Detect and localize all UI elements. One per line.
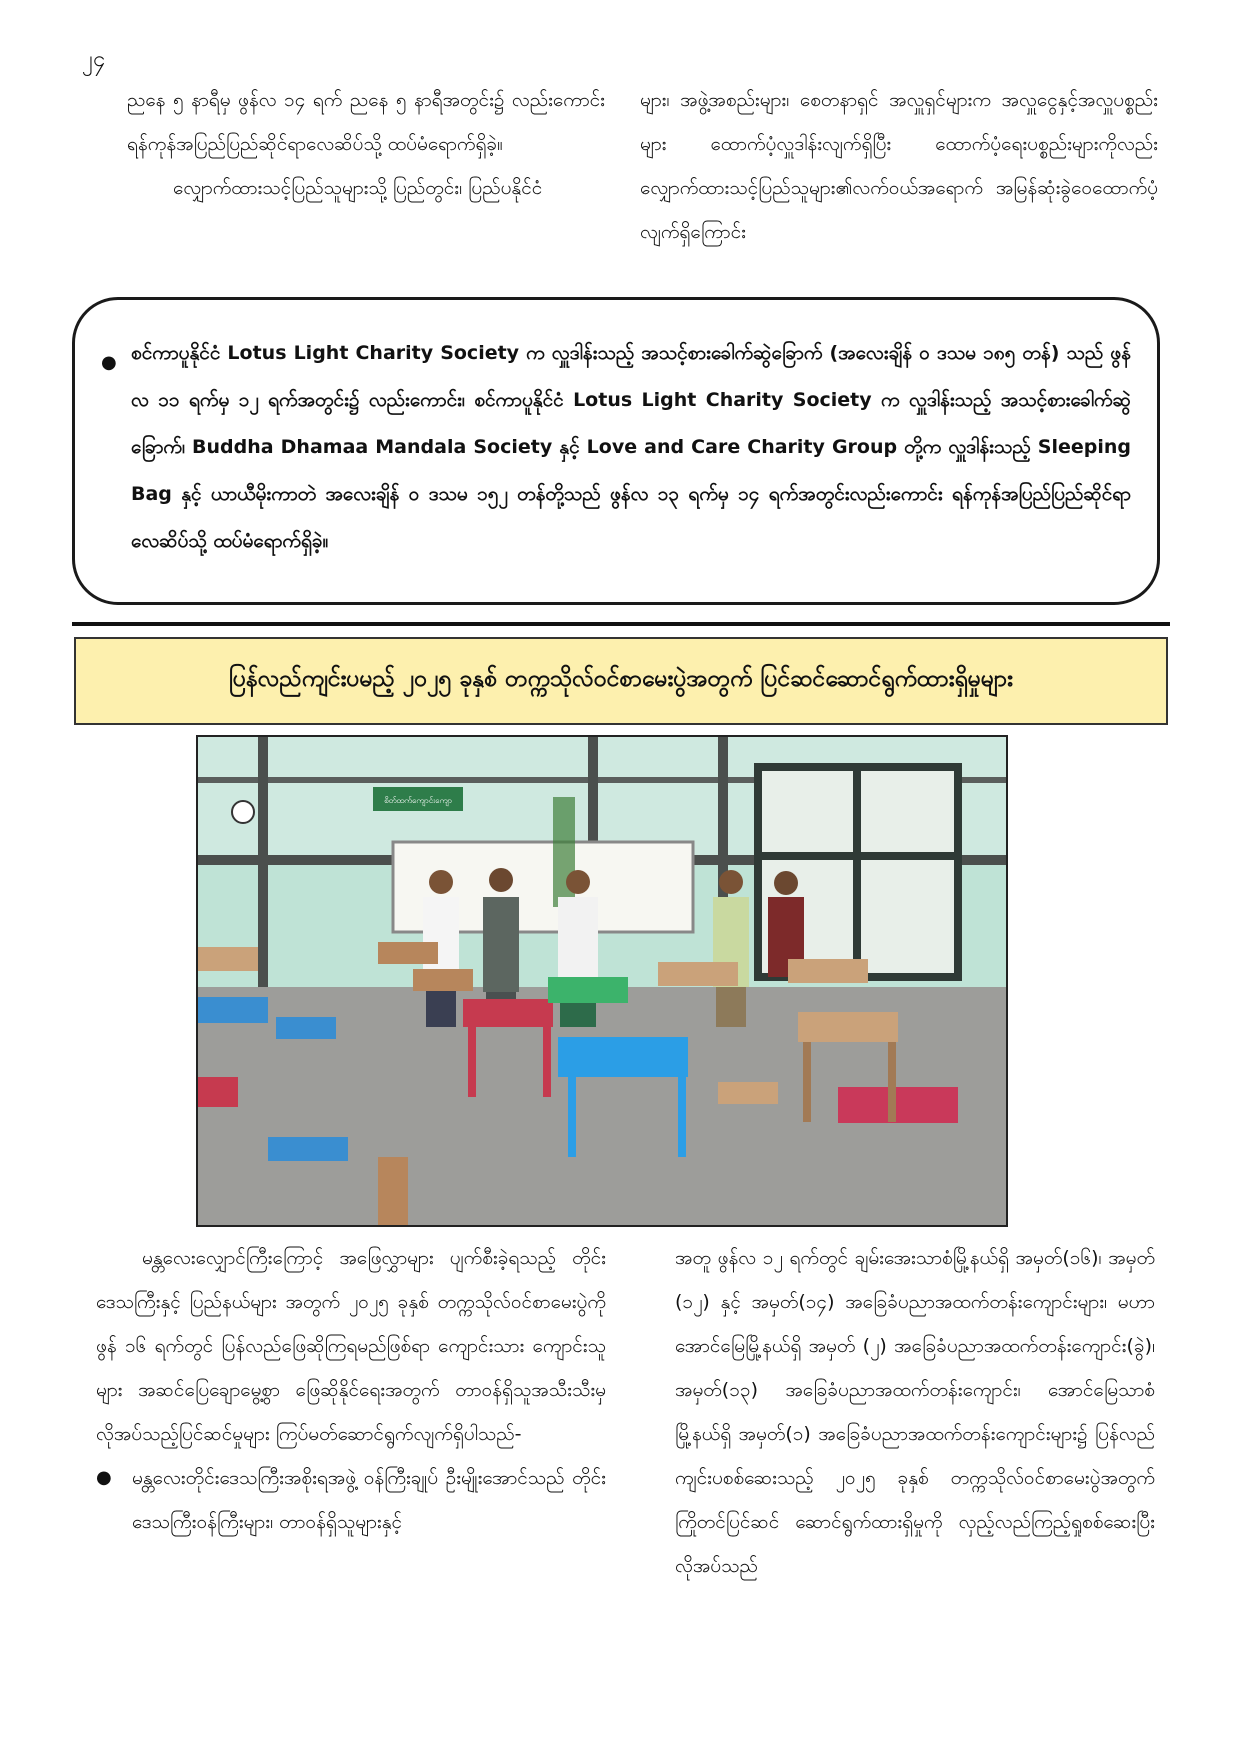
page-number: ၂၄ bbox=[82, 47, 106, 72]
bullet-icon: ● bbox=[96, 1467, 112, 1488]
section-headline: ပြန်လည်ကျင်းပမည့် ၂၀၂၅ ခုနှစ် တက္ကသိုလ်ဝင်စာမေးပွဲအတွက် ပြင်ဆင်ဆောင်ရွက်ထားရှိမှုများ bbox=[74, 637, 1168, 725]
classroom-sign-text: စိတ်ထက်ကျောင်းကျော bbox=[384, 796, 452, 805]
top-left-column bbox=[127, 78, 605, 210]
classroom-photo bbox=[196, 735, 1008, 1227]
bottom-right-column bbox=[675, 1236, 1155, 1588]
top-right-column bbox=[640, 78, 1158, 254]
classroom-photo-illustration bbox=[198, 737, 1006, 1225]
callout-box bbox=[72, 297, 1160, 605]
callout-text: စင်ကာပူနိုင်ငံ Lotus Light Charity Society က လှူဒါန်းသည့် အသင့်စားခေါက်ဆွဲခြောက် (အလေးချိန် ဝ ဒသမ ၁၈၅ တန်) သည် ဖွန်လ ၁၁ ရက်မှ ၁၂ ရက်အတွင်း၌ လည်းကောင်း၊ စင်ကာပူနိုင်ငံ Lotus Light Charity Society က လှူဒါန်းသည့် အသင့်စားခေါက်ဆွဲခြောက်၊ Buddha Dhamaa Mandala Society နှင့် Love and Care Charity Group တို့က လှူဒါန်းသည့် Sleeping Bag နှင့် ယာယီမိုးကာတဲ အလေးချိန် ဝ ဒသမ ၁၅၂ တန်တို့သည် ဖွန်လ ၁၃ ရက်မှ ၁၄ ရက်အတွင်းလည်းကောင်း ရန်ကုန်အပြည်ပြည်ဆိုင်ရာလေဆိပ်သို့ ထပ်မံရောက်ရှိခဲ့။ bbox=[131, 342, 1131, 552]
bullet-list-item bbox=[96, 1456, 606, 1544]
bottom-right-paragraph-1: အတူ ဖွန်လ ၁၂ ရက်တွင် ချမ်းအေးသာစံမြို့နယ်ရှိ အမှတ်(၁၆)၊ အမှတ် (၁၂) နှင့် အမှတ်(၁၄) အခြေခံပညာအထက်တန်းကျောင်းများ၊ မဟာအောင်မြေမြို့နယ်ရှိ အမှတ် (၂) အခြေခံပညာအထက်တန်းကျောင်း(ခွဲ)၊ အမှတ်(၁၃) အခြေခံပညာအထက်တန်းကျောင်း၊ အောင်မြေသာစံမြို့နယ်ရှိ အမှတ်(၁) အခြေခံပညာအထက်တန်းကျောင်းများ၌ ပြန်လည်ကျင်းပစစ်ဆေးသည့် ၂၀၂၅ ခုနှစ် တက္ကသိုလ်ဝင်စာမေးပွဲအတွက် ကြိုတင်ပြင်ဆင် ဆောင်ရွက်ထားရှိမှုကို လှည့်လည်ကြည့်ရှုစစ်ဆေးပြီး လိုအပ်သည် bbox=[675, 1247, 1155, 1577]
bottom-left-column bbox=[96, 1236, 606, 1544]
top-left-paragraph-2: လျှောက်ထားသင့်ပြည်သူများသို့ ပြည်တွင်း၊ ပြည်ပနိုင်ငံ bbox=[173, 177, 543, 199]
bullet-icon: ● bbox=[101, 352, 117, 373]
top-right-paragraph-1: များ၊ အဖွဲ့အစည်းများ၊ စေတနာရှင် အလှူရှင်များက အလှူငွေနှင့်အလှူပစ္စည်းများ ထောက်ပံ့လှူဒါန်းလျက်ရှိပြီး ထောက်ပံ့ရေးပစ္စည်းများကိုလည်း လျှောက်ထားသင့်ပြည်သူများ၏လက်ဝယ်အရောက် အမြန်ဆုံးခွဲဝေထောက်ပံ့လျက်ရှိကြောင်း bbox=[640, 89, 1158, 243]
section-divider bbox=[72, 622, 1170, 626]
bottom-left-paragraph-1: မန္တလေးလျှောင်ကြီးကြောင့် အဖြေလွှာများ ပျက်စီးခဲ့ရသည့် တိုင်းဒေသကြီးနှင့် ပြည်နယ်များ အတွက် ၂၀၂၅ ခုနှစ် တက္ကသိုလ်ဝင်စာမေးပွဲကို ဖွန် ၁၆ ရက်တွင် ပြန်လည်ဖြေဆိုကြရမည်ဖြစ်ရာ ကျောင်းသား ကျောင်းသူများ အဆင်ပြေချောမွေ့စွာ ဖြေဆိုနိုင်ရေးအတွက် တာဝန်ရှိသူအသီးသီးမှ လိုအပ်သည့်ပြင်ဆင်မှုများ ကြပ်မတ်ဆောင်ရွက်လျက်ရှိပါသည်- bbox=[96, 1247, 606, 1445]
top-left-paragraph-1: ညနေ ၅ နာရီမှ ဖွန်လ ၁၄ ရက် ညနေ ၅ နာရီအတွင်း၌ လည်းကောင်း ရန်ကုန်အပြည်ပြည်ဆိုင်ရာလေဆိပ်သို့ ထပ်မံရောက်ရှိခဲ့။ bbox=[127, 89, 605, 155]
bottom-left-bullet-text: မန္တလေးတိုင်းဒေသကြီးအစိုးရအဖွဲ့ ဝန်ကြီးချုပ် ဦးမျိုးအောင်သည် တိုင်းဒေသကြီးဝန်ကြီးများ၊ တာဝန်ရှိသူများနှင့် bbox=[132, 1467, 606, 1533]
